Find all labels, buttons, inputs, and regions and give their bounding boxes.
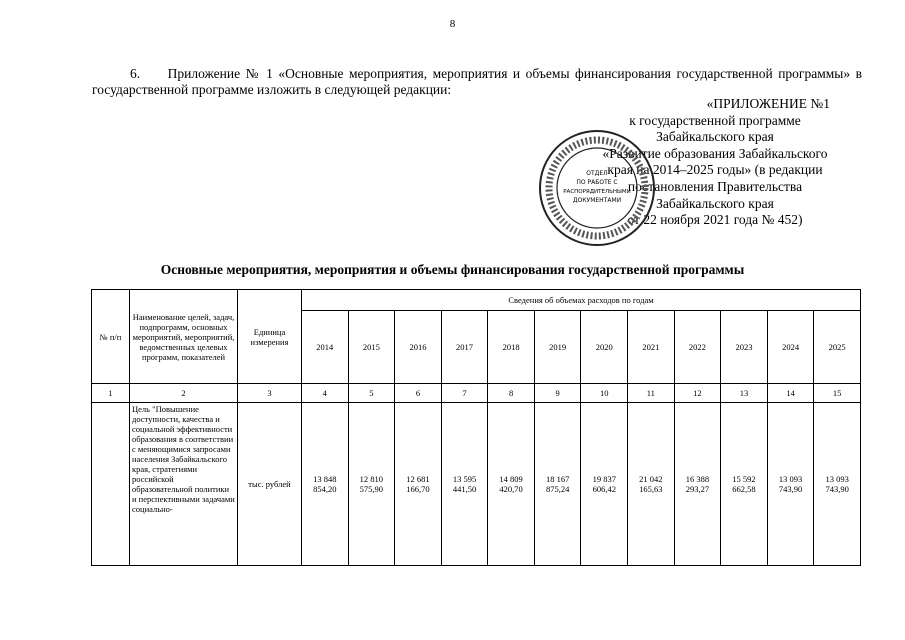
- column-index-row: [92, 384, 861, 403]
- year-header: 2024: [767, 311, 814, 384]
- goal-value: 12 681 166,70: [395, 403, 442, 566]
- year-header: 2020: [581, 311, 628, 384]
- stamp-text: ОТДЕЛ: [586, 170, 608, 177]
- column-index: 15: [814, 384, 861, 403]
- column-index: 1: [92, 384, 130, 403]
- column-index: 11: [628, 384, 675, 403]
- appendix-line: к государственной программе: [629, 112, 801, 128]
- year-header: 2022: [674, 311, 721, 384]
- column-index: 13: [721, 384, 768, 403]
- col-unit-header: Единица измерения: [238, 290, 302, 384]
- appendix-line: края на 2014–2025 годы» (в редакции: [607, 162, 823, 178]
- column-index: 9: [534, 384, 581, 403]
- goal-value: 14 809 420,70: [488, 403, 535, 566]
- goal-value: 19 837 606,42: [581, 403, 628, 566]
- column-index: 10: [581, 384, 628, 403]
- table-row: [92, 403, 861, 566]
- column-index: 7: [441, 384, 488, 403]
- appendix-line: «Развитие образования Забайкальского: [602, 145, 828, 161]
- column-index: 3: [238, 384, 302, 403]
- goal-value: 13 093 743,90: [814, 403, 861, 566]
- goal-number: [92, 403, 130, 566]
- appendix-heading: «ПРИЛОЖЕНИЕ №1: [706, 96, 830, 111]
- column-index: 6: [395, 384, 442, 403]
- goal-value: 15 592 662,58: [721, 403, 768, 566]
- stamp-text: ПО РАБОТЕ С: [576, 179, 618, 186]
- financing-table: [91, 289, 861, 566]
- stamp-text: ДОКУМЕНТАМИ: [572, 197, 622, 204]
- column-index: 8: [488, 384, 535, 403]
- goal-value: 18 167 875,24: [534, 403, 581, 566]
- appendix-line: постановления Правительства: [627, 178, 803, 194]
- stamp-text: РАСПОРЯДИТЕЛЬНЫМИ: [563, 189, 631, 195]
- year-header: 2019: [534, 311, 581, 384]
- appendix-line: Забайкальского края: [656, 129, 774, 145]
- page-number: 8: [449, 18, 456, 30]
- appendix-line: от 22 ноября 2021 года № 452): [627, 212, 803, 228]
- year-header: 2025: [814, 311, 861, 384]
- goal-value: 21 042 165,63: [628, 403, 675, 566]
- column-index: 4: [302, 384, 349, 403]
- year-header: 2016: [395, 311, 442, 384]
- col-name-header: Наименование целей, задач, подпрограмм, основных мероприятий, мероприятий, ведомственных целевых программ, показателей: [130, 290, 238, 384]
- year-header: 2017: [441, 311, 488, 384]
- goal-value: 13 848 854,20: [302, 403, 349, 566]
- table-title: Основные мероприятия, мероприятия и объемы финансирования государственной программы: [160, 262, 745, 277]
- column-index: 14: [767, 384, 814, 403]
- column-index: 5: [348, 384, 395, 403]
- official-stamp: [537, 128, 657, 248]
- goal-value: 13 093 743,90: [767, 403, 814, 566]
- year-header: 2014: [302, 311, 349, 384]
- col-group-header: Сведения об объемах расходов по годам: [302, 290, 861, 311]
- year-header: 2023: [721, 311, 768, 384]
- amendment-paragraph: 6. Приложение № 1 «Основные мероприятия, мероприятия и объемы финансирования государственной программы» в государственной программе изложить в следующей редакции:: [92, 66, 862, 97]
- goal-value: 13 595 441,50: [441, 403, 488, 566]
- goal-name: Цель "Повышение доступности, качества и социальной эффективности образования в соответствии с меняющимися запросами населения Забайкальского края, стратегиями российской образовательной политики и перспективными задачами социально-: [130, 403, 238, 566]
- year-header: 2021: [628, 311, 675, 384]
- year-header: 2015: [348, 311, 395, 384]
- goal-value: 16 388 293,27: [674, 403, 721, 566]
- appendix-line: Забайкальского края: [656, 195, 774, 211]
- col-number-header: № п/п: [92, 290, 130, 384]
- goal-unit: тыс. рублей: [238, 403, 302, 566]
- goal-value: 12 810 575,90: [348, 403, 395, 566]
- column-index: 12: [674, 384, 721, 403]
- column-index: 2: [130, 384, 238, 403]
- year-header: 2018: [488, 311, 535, 384]
